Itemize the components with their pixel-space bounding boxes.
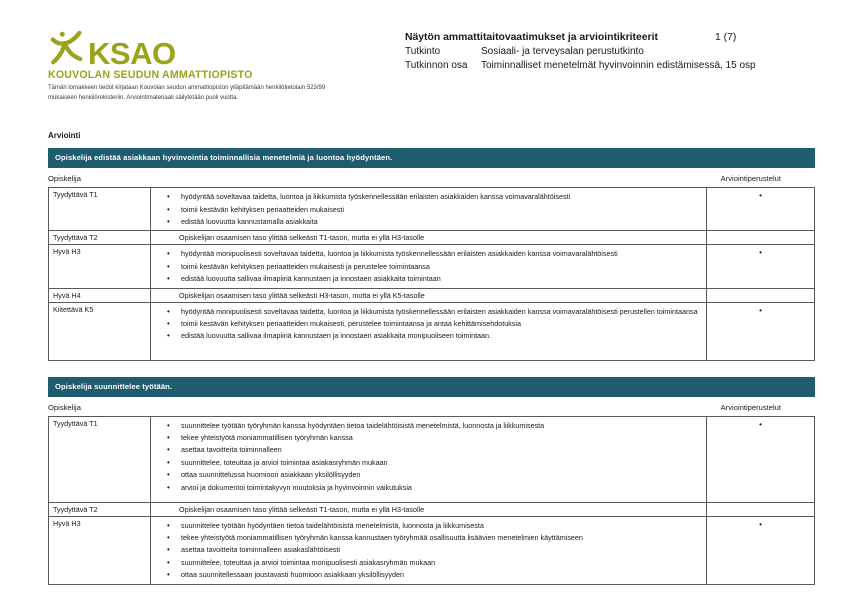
criteria-item: • hyödyntää soveltavaa taidetta, luontoa ja liikkumista työskennellessään erilaisten asiakkaiden kanssa voimavaralähtöisesti xyxy=(181,191,700,203)
arviointiperustelut-label: Arviointiperustelut xyxy=(720,174,781,184)
grade-cell: Tyydyttävä T2 xyxy=(49,502,151,516)
criteria-cell: Opiskelijan osaamisen taso ylittää selkeästi H3-tason, mutta ei yllä K5-tasolle xyxy=(151,288,707,302)
section-banner: Opiskelija suunnittelee työtään. xyxy=(48,377,815,397)
criteria-cell: Opiskelijan osaamisen taso ylittää selkeästi T1-tason, mutta ei yllä H3-tasolle xyxy=(151,502,707,516)
criteria-item: • toimii kestävän kehityksen periaatteiden mukaisesti, perustelee toimintaansa ja antaa kehittämisehdotuksia xyxy=(181,318,700,330)
brand-subtitle: KOUVOLAN SEUDUN AMMATTIOPISTO xyxy=(48,69,253,81)
criteria-item: • suunnittelee työtään työryhmän kanssa hyödyntäen tietoa taidelähtöisistä menetelmistä, luonnosta ja liikkumisesta xyxy=(181,420,700,432)
criteria-table-1 xyxy=(48,187,815,360)
page-header xyxy=(48,30,815,103)
table-row xyxy=(49,502,815,516)
criteria-item: • suunnittelee työtään hyödyntäen tietoa taidelähtöisistä menetelmistä, luonnosta ja liikkumisesta xyxy=(181,520,700,532)
section-banner: Opiskelija edistää asiakkaan hyvinvointia toiminnallisia menetelmiä ja luontoa hyödyntäen. xyxy=(48,148,815,168)
logo-block xyxy=(48,30,405,103)
disclaimer-line-2: mukaiseen henkilörekisteriin. Arviointimateriaali säilytetään puoli vuotta. xyxy=(48,94,239,101)
criteria-item: • toimii kestävän kehityksen periaatteiden mukaisesti xyxy=(181,204,700,216)
unit-value: Toiminnalliset menetelmät hyvinvoinnin edistämisessä, 15 osp xyxy=(481,60,756,71)
document-title: Näytön ammattitaitovaatimukset ja arviointikriteerit xyxy=(405,32,658,43)
grade-cell: Hyvä H4 xyxy=(49,288,151,302)
criteria-item: • edistää luovuutta kannustamalla asiakkaita xyxy=(181,216,700,228)
criteria-item: • edistää luovuutta sallivaa ilmapiiriä kannustaen ja innostaen asiakkaita toimintaan xyxy=(181,273,700,285)
criteria-item: • hyödyntää monipuolisesti soveltavaa taidetta, luontoa ja liikkumista työskennellessään erilaisten asiakkaiden kanssa voimavaralähtöisesti xyxy=(181,248,700,260)
table-row xyxy=(49,188,815,231)
ksao-figure-icon xyxy=(48,30,86,68)
criteria-cell xyxy=(151,245,707,288)
brand-name: KSAO xyxy=(88,35,176,71)
criteria-item: • ottaa suunnittelussa huomioon asiakkaan yksilöllisyyden xyxy=(181,469,700,481)
assessment-mark: • xyxy=(707,188,815,231)
assessment-mark: • xyxy=(707,245,815,288)
arviointiperustelut-label: Arviointiperustelut xyxy=(720,402,781,412)
criteria-cell xyxy=(151,416,707,502)
table-column-labels xyxy=(48,403,815,412)
assessment-mark: • xyxy=(707,302,815,360)
grade-cell: Hyvä H3 xyxy=(49,516,151,584)
page-number: 1 (7) xyxy=(715,32,737,43)
degree-row xyxy=(405,46,756,57)
table-column-labels xyxy=(48,174,815,183)
criteria-item: • suunnittelee, toteuttaa ja arvioi toimintaa monipuolisesti asiakasryhmän mukaan xyxy=(181,557,700,569)
assessment-section-1 xyxy=(48,148,815,360)
logo xyxy=(48,30,405,71)
grade-cell: Kiitettävä K5 xyxy=(49,302,151,360)
criteria-item: • tekee yhteistyötä moniammatillisen työryhmän kanssa kannustaen työryhmää osallisuutta lisäävien menetelmien käyttämiseen xyxy=(181,532,700,544)
table-row xyxy=(49,516,815,584)
arviointi-heading: Arviointi xyxy=(48,131,81,141)
document-info xyxy=(405,30,756,71)
assessment-mark xyxy=(707,502,815,516)
criteria-item: • edistää luovuutta sallivaa ilmapiiriä kannustaen ja innostaen asiakkaita monipuoliseen toimintaan. xyxy=(181,330,700,342)
disclaimer-line-1: Tämän lomakkeen tiedot kirjataan Kouvolan seudun ammattiopiston ylläpitämään henkilötietolain 523/99 xyxy=(48,85,326,91)
degree-value: Sosiaali- ja terveysalan perustutkinto xyxy=(481,46,644,57)
criteria-list xyxy=(151,191,700,228)
privacy-disclaimer xyxy=(48,84,405,103)
title-row xyxy=(405,32,756,43)
assessment-mark xyxy=(707,231,815,245)
criteria-item: • asettaa tavoitteita toiminnalleen asiakaslähtöisesti xyxy=(181,544,700,556)
assessment-mark xyxy=(707,288,815,302)
criteria-item: • hyödyntää monipuolisesti soveltavaa taidetta, luontoa ja liikkumista työskennellessään erilaisten asiakkaiden kanssa voimavaralähtöisesti perustellen toimintaansa xyxy=(181,306,700,318)
criteria-item: • arvioi ja dokumentoi toimintakyvyn muutoksia ja hyvinvoinnin vaikutuksia xyxy=(181,482,700,494)
criteria-list xyxy=(151,248,700,285)
table-row xyxy=(49,245,815,288)
criteria-item: • tekee yhteistyötä moniammatillisen työryhmän kanssa xyxy=(181,432,700,444)
assessment-mark: • xyxy=(707,416,815,502)
degree-label: Tutkinto xyxy=(405,46,441,57)
criteria-cell xyxy=(151,302,707,360)
criteria-item: • ottaa suunnitellessaan joustavasti huomioon asiakkaan yksilöllisyyden xyxy=(181,569,700,581)
grade-cell: Tyydyttävä T1 xyxy=(49,416,151,502)
opiskelija-label: Opiskelija xyxy=(48,402,81,412)
table-row xyxy=(49,302,815,360)
assessment-section-2 xyxy=(48,377,815,585)
opiskelija-label: Opiskelija xyxy=(48,174,81,184)
criteria-table-2 xyxy=(48,416,815,585)
unit-row xyxy=(405,60,756,71)
criteria-list xyxy=(151,306,700,343)
criteria-list xyxy=(151,520,700,582)
criteria-cell xyxy=(151,188,707,231)
grade-cell: Tyydyttävä T1 xyxy=(49,188,151,231)
table-row xyxy=(49,288,815,302)
assessment-mark: • xyxy=(707,516,815,584)
criteria-cell xyxy=(151,516,707,584)
criteria-list xyxy=(151,420,700,494)
criteria-item: • asettaa tavoitteita toiminnalleen xyxy=(181,444,700,456)
criteria-cell: Opiskelijan osaamisen taso ylittää selkeästi T1-tason, mutta ei yllä H3-tasolle xyxy=(151,231,707,245)
grade-cell: Hyvä H3 xyxy=(49,245,151,288)
unit-label: Tutkinnon osa xyxy=(405,60,468,71)
criteria-item: • suunnittelee, toteuttaa ja arvioi toimintaa asiakasryhmän mukaan xyxy=(181,457,700,469)
table-row xyxy=(49,416,815,502)
grade-cell: Tyydyttävä T2 xyxy=(49,231,151,245)
criteria-item: • toimii kestävän kehityksen periaatteiden mukaisesti ja perustelee toimintaansa xyxy=(181,261,700,273)
table-row xyxy=(49,231,815,245)
